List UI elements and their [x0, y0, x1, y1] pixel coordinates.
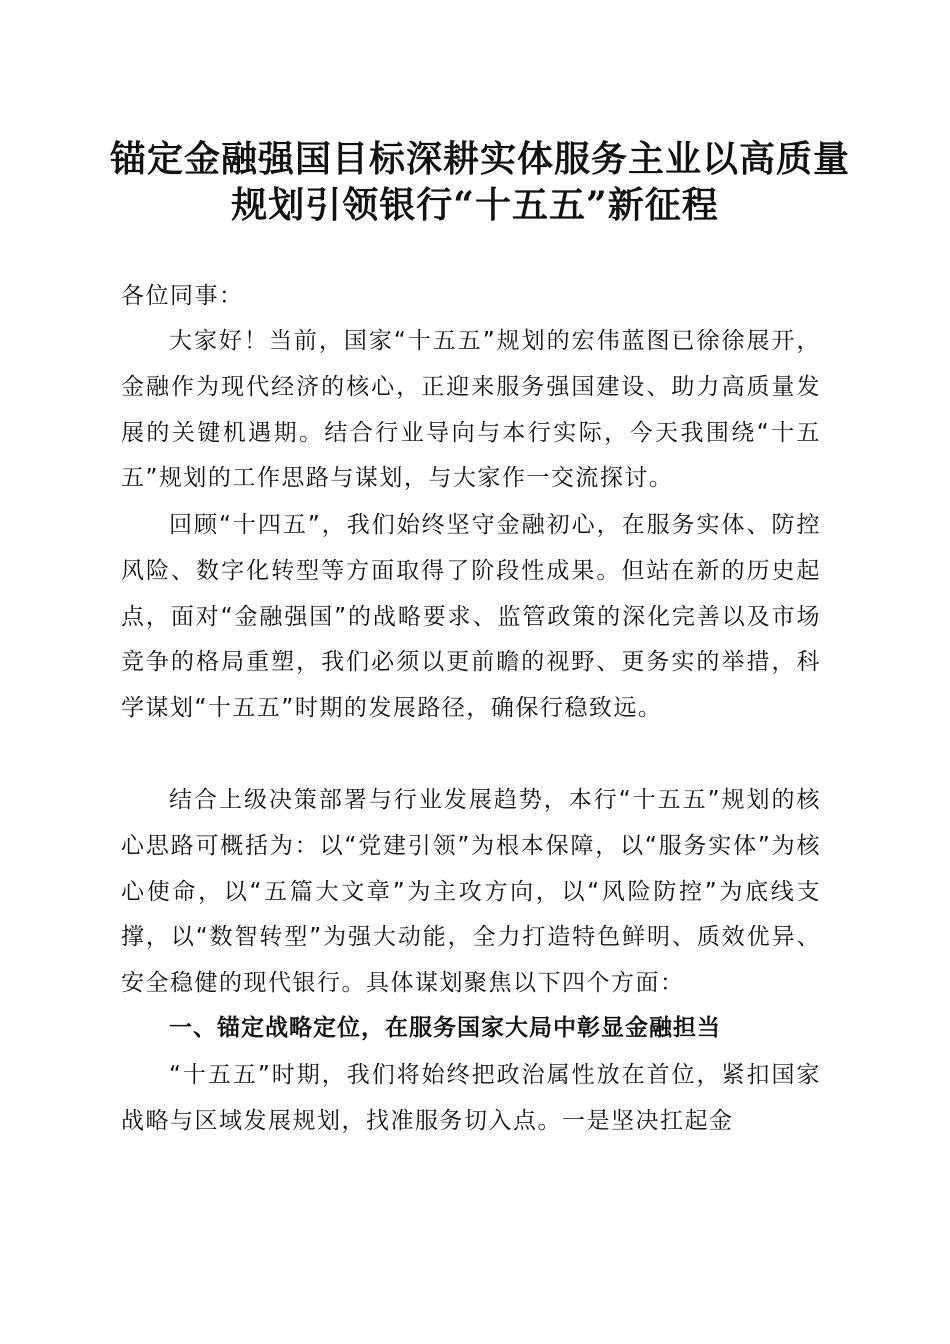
- salutation: 各位同事：: [121, 283, 244, 309]
- paragraph-review: 回顾“十四五”，我们始终坚守金融初心，在服务实体、防控风险、数字化转型等方面取得了阶段性成果。但站在新的历史起点，面对“金融强国”的战略要求、监管政策的深化完善以及市场竞争的格局重塑，我们必须以更前瞻的视野、更务实的举措，科学谋划“十五五”时期的发展路径，确保行稳致远。: [121, 512, 821, 722]
- paragraph-core-ideas: 结合上级决策部署与行业发展趋势，本行“十五五”规划的核心思路可概括为：以“党建引领”为根本保障，以“服务实体”为核心使命，以“五篇大文章”为主攻方向，以“风险防控”为底线支撑，以“数智转型”为强大动能，全力打造特色鲜明、质效优异、安全稳健的现代银行。具体谋划聚焦以下四个方面：: [121, 787, 821, 997]
- paragraph-section-1: “十五五”时期，我们将始终把政治属性放在首位，紧扣国家战略与区域发展规划，找准服务切入点。一是坚决扛起金: [121, 1062, 821, 1134]
- document-title-line-1: 锚定金融强国目标深耕实体服务主业以高质量: [110, 138, 851, 180]
- section-heading-1: 一、锚定战略定位，在服务国家大局中彰显金融担当: [169, 1015, 721, 1041]
- document-title-line-2: 规划引领银行“十五五”新征程: [231, 184, 719, 226]
- paragraph-opening: 大家好！当前，国家“十五五”规划的宏伟蓝图已徐徐展开，金融作为现代经济的核心，正迎来服务强国建设、助力高质量发展的关键机遇期。结合行业导向与本行实际，今天我围绕“十五五”规划的工作思路与谋划，与大家作一交流探讨。: [121, 328, 821, 492]
